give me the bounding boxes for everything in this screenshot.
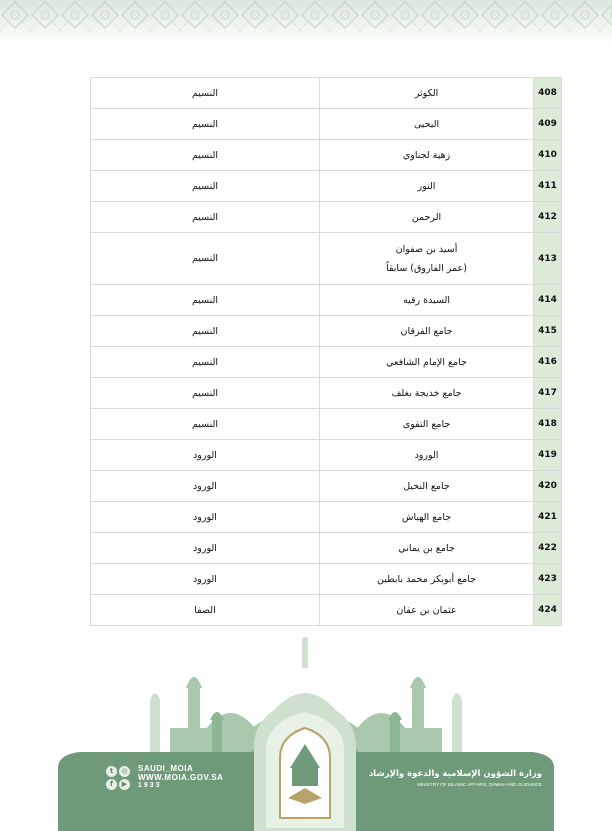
mosque-name-cell xyxy=(319,595,533,626)
district-name: الورود xyxy=(91,564,320,595)
mosque-name-cell xyxy=(319,171,533,202)
mosque-name: أسيد بن صفوان xyxy=(395,243,458,255)
mosque-name-cell xyxy=(319,316,533,347)
ministry-name-arabic: وزارة الشؤون الإسلامية والدعوة والإرشاد xyxy=(368,769,542,779)
mosque-name: الرحمن xyxy=(411,211,442,223)
row-number: 418 xyxy=(534,409,562,440)
mosque-name-cell xyxy=(319,471,533,502)
facebook-icon[interactable]: f xyxy=(106,779,117,790)
row-number: 410 xyxy=(534,140,562,171)
district-name: الصفا xyxy=(91,595,320,626)
table-row xyxy=(91,595,562,626)
instagram-icon[interactable]: ◎ xyxy=(119,766,130,777)
row-number: 414 xyxy=(534,285,562,316)
table-row xyxy=(91,502,562,533)
district-name: النسيم xyxy=(91,78,320,109)
mosque-name-cell xyxy=(319,502,533,533)
ministry-emblem-icon xyxy=(280,728,330,818)
table-row xyxy=(91,171,562,202)
district-name: الورود xyxy=(91,533,320,564)
table-row xyxy=(91,409,562,440)
district-name: النسيم xyxy=(91,140,320,171)
ministry-name-english: MINISTRY OF ISLAMIC AFFAIRS, DAWAH AND GUIDANCE xyxy=(417,782,542,787)
mosque-name: عثمان بن عفان xyxy=(396,604,457,616)
mosque-name-cell xyxy=(319,409,533,440)
mosque-name-cell xyxy=(319,109,533,140)
district-name: النسيم xyxy=(91,109,320,140)
district-name: النسيم xyxy=(91,409,320,440)
mosque-name-cell xyxy=(319,564,533,595)
mosque-name-cell xyxy=(319,347,533,378)
social-handle: SAUDI_MOIA xyxy=(138,764,194,773)
row-number: 415 xyxy=(534,316,562,347)
mosque-skyline-icon xyxy=(0,628,612,831)
mosque-list-table xyxy=(90,77,562,626)
mosque-name: جامع خديجة بغلف xyxy=(391,387,462,399)
islamic-pattern-icon xyxy=(0,0,612,44)
table-row xyxy=(91,140,562,171)
row-number: 421 xyxy=(534,502,562,533)
mosque-name: جامع الفرقان xyxy=(400,325,453,337)
row-number: 416 xyxy=(534,347,562,378)
table-row xyxy=(91,471,562,502)
twitter-icon[interactable]: t xyxy=(106,766,117,777)
mosque-name: جامع الهباش xyxy=(401,511,452,523)
mosque-name-cell xyxy=(319,233,533,285)
district-name: النسيم xyxy=(91,347,320,378)
row-number: 423 xyxy=(534,564,562,595)
row-number: 412 xyxy=(534,202,562,233)
table-row xyxy=(91,347,562,378)
district-name: النسيم xyxy=(91,233,320,285)
mosque-name: السيدة رقيه xyxy=(403,294,450,306)
mosque-name: (عمر الفاروق) سابقاً xyxy=(386,262,467,274)
mosque-name: جامع أبوبكر محمد بابطين xyxy=(376,573,477,585)
mosque-name: جامع بن يماني xyxy=(398,542,455,554)
row-number: 413 xyxy=(534,233,562,285)
social-icons xyxy=(106,766,134,790)
table-row xyxy=(91,378,562,409)
table-row xyxy=(91,109,562,140)
mosque-name: جامع التقوى xyxy=(402,418,451,430)
row-number: 420 xyxy=(534,471,562,502)
district-name: النسيم xyxy=(91,378,320,409)
table-row xyxy=(91,440,562,471)
mosque-name-cell xyxy=(319,533,533,564)
table-row xyxy=(91,233,562,285)
row-number: 419 xyxy=(534,440,562,471)
table-row xyxy=(91,564,562,595)
district-name: الورود xyxy=(91,502,320,533)
mosque-name-cell xyxy=(319,78,533,109)
mosque-name: اليحيى xyxy=(413,118,440,130)
table-row xyxy=(91,202,562,233)
founding-year: 1933 xyxy=(138,782,162,789)
table-row xyxy=(91,78,562,109)
mosque-name: جامع النخيل xyxy=(403,480,450,492)
mosque-name: الورود xyxy=(414,449,439,461)
district-name: الورود xyxy=(91,471,320,502)
header-pattern-band xyxy=(0,0,612,44)
mosque-name-cell xyxy=(319,440,533,471)
district-name: النسيم xyxy=(91,171,320,202)
mosque-name: النور xyxy=(417,180,436,192)
table-row xyxy=(91,285,562,316)
row-number: 422 xyxy=(534,533,562,564)
footer-banner xyxy=(0,628,612,831)
table-row xyxy=(91,533,562,564)
mosque-name-cell xyxy=(319,140,533,171)
youtube-icon[interactable]: ▶ xyxy=(119,779,130,790)
row-number: 424 xyxy=(534,595,562,626)
district-name: النسيم xyxy=(91,285,320,316)
row-number: 411 xyxy=(534,171,562,202)
mosque-name-cell xyxy=(319,285,533,316)
row-number: 408 xyxy=(534,78,562,109)
row-number: 409 xyxy=(534,109,562,140)
row-number: 417 xyxy=(534,378,562,409)
mosque-name-cell xyxy=(319,202,533,233)
district-name: النسيم xyxy=(91,316,320,347)
mosque-name-cell xyxy=(319,378,533,409)
website-link[interactable]: WWW.MOIA.GOV.SA xyxy=(138,773,224,782)
district-name: النسيم xyxy=(91,202,320,233)
mosque-name: الكوثر xyxy=(414,87,439,99)
mosque-name: زهية لجناوي xyxy=(402,149,451,161)
district-name: الورود xyxy=(91,440,320,471)
table-row xyxy=(91,316,562,347)
mosque-name: جامع الإمام الشافعي xyxy=(386,356,467,368)
